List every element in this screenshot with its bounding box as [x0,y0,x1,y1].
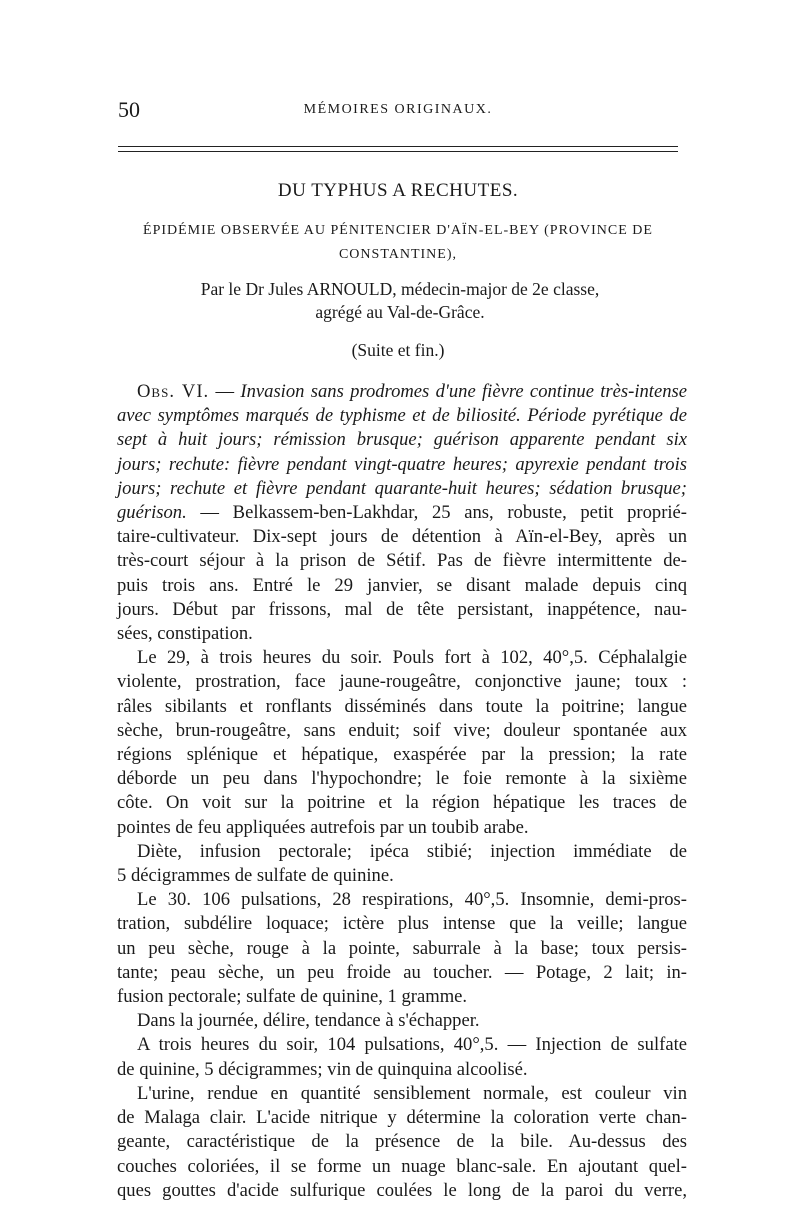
obs-summary-line: Invasion sans prodromes d'une fièvre continue très-intense [240,381,688,402]
text-line: Diète, infusion pectorale; ipéca stibié; injection immédiate de [137,840,687,862]
text-line: fusion pectorale; sulfate de quinine, 1 gramme. [117,986,468,1008]
page-number: 50 [118,97,140,122]
text-line: A trois heures du soir, 104 pulsations, 40°,5. — Injection de sulfate [137,1034,687,1056]
subtitle-line-2: CONSTANTINE), [338,247,458,262]
obs-line [117,453,687,477]
text-line: geante, caractéristique de la présence de la bile. Au-dessus des [117,1131,687,1153]
text-line: jours. Début par frissons, mal de tête persistant, inappétence, nau- [117,598,687,620]
text-line: râles sibilants et ronflants disséminés dans toute la poitrine; langue [117,695,687,717]
obs-line [117,477,687,501]
page-header [118,96,678,126]
article-subtitle [130,219,666,267]
text-line: très-court séjour à la prison de Sétif. Pas de fièvre intermittente de- [117,550,687,572]
text-line: déborde un peu dans l'hypochondre; le foie remonte à la sixième [117,768,687,790]
text-line: tration, subdélire loquace; ictère plus intense que la veille; langue [117,913,687,935]
running-head: MÉMOIRES ORIGINAUX. [303,102,493,117]
article-title: DU TYPHUS A RECHUTES. [277,180,519,201]
text-line: tante; peau sèche, un peu froide au toucher. — Potage, 2 lait; in- [117,961,687,983]
text-line: couches coloriées, il se forme un nuage blanc-sale. En ajoutant quel- [117,1155,687,1177]
obs-text: — Belkassem-ben-Lakhdar, 25 ans, robuste, petit proprié- [186,502,687,524]
text-line: Dans la journée, délire, tendance à s'échapper. [137,1010,480,1032]
text-line: violente, prostration, face jaune-rougeâtre, conjonctive jaune; toux : [117,671,687,693]
text-line: régions splénique et hépatique, exaspérée par la pression; la rate [117,744,687,766]
byline-line-2: agrégé au Val-de-Grâce. [315,302,485,322]
text-line: Le 30. 106 pulsations, 28 respirations, 40°,5. Insomnie, demi-pros- [137,889,687,911]
text-line: sées, constipation. [117,623,253,645]
obs-line [117,428,687,452]
text-line: Le 29, à trois heures du soir. Pouls fort à 102, 40°,5. Céphalalgie [137,647,687,669]
byline-line-1: Par le Dr Jules ARNOULD, médecin-major de 2e classe, [200,279,600,299]
obs-line [117,380,687,404]
continuation-note: (Suite et fin.) [351,340,445,360]
obs-summary-line: jours; rechute et fièvre pendant quarante-huit heures; sédation brusque; [117,477,687,499]
obs-summary-line: avec symptômes marqués de typhisme et de biliosité. Période pyrétique de [117,405,687,427]
author-byline [150,278,650,324]
text-line: côte. On voit sur la poitrine et la région hépatique les traces de [117,792,687,814]
text-line: pointes de feu appliquées autrefois par un toubib arabe. [117,816,529,838]
obs-line [117,501,687,525]
text-line: ques gouttes d'acide sulfurique coulées le long de la paroi du verre, [117,1179,687,1201]
text-line: L'urine, rendue en quantité sensiblement normale, est couleur vin [137,1082,687,1104]
header-double-rule [118,146,678,152]
text-line: sèche, brun-rougeâtre, sans enduit; soif vive; douleur spontanée aux [117,719,687,741]
article-body [117,380,687,1203]
text-line: taire-cultivateur. Dix-sept jours de détention à Aïn-el-Bey, après un [117,526,687,548]
obs-summary-line: guérison. [117,502,187,524]
obs-dash: — [209,381,241,402]
subtitle-line-1: ÉPIDÉMIE OBSERVÉE AU PÉNITENCIER D'AÏN-EL-BEY (PROVINCE DE [143,223,653,238]
text-line: puis trois ans. Entré le 29 janvier, se disant malade depuis cinq [117,574,687,596]
obs-line [117,404,687,428]
obs-label: Obs. VI. [137,381,210,402]
obs-summary-line: sept à huit jours; rémission brusque; guérison apparente pendant six [117,429,687,451]
text-line: un peu sèche, rouge à la pointe, saburrale à la base; toux persis- [117,937,687,959]
text-line: de Malaga clair. L'acide nitrique y détermine la coloration verte chan- [117,1107,687,1129]
paragraph-list [117,525,687,1203]
text-line: de quinine, 5 décigrammes; vin de quinquina alcoolisé. [117,1058,528,1080]
obs-summary-line: jours; rechute: fièvre pendant vingt-quatre heures; apyrexie pendant trois [117,453,687,475]
text-line: 5 décigrammes de sulfate de quinine. [117,865,394,887]
